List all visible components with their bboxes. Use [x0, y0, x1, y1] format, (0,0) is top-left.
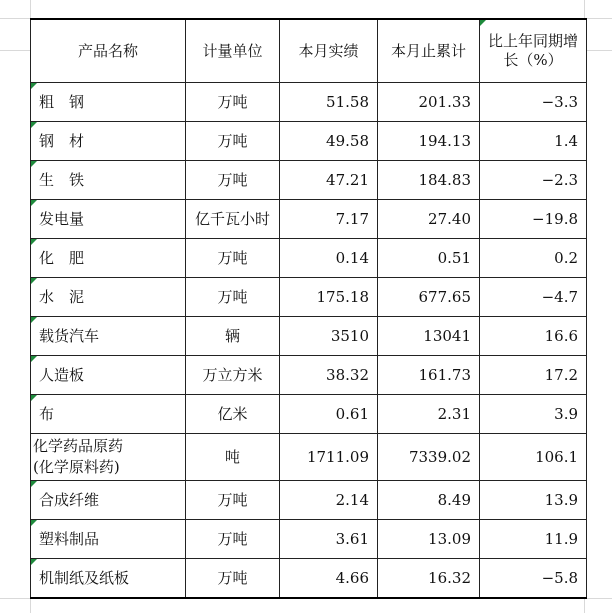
cell-unit[interactable]	[186, 356, 280, 395]
yoy-value: 1.4	[554, 131, 579, 150]
cell-unit[interactable]	[186, 200, 280, 239]
month-value: 1711.09	[306, 447, 369, 466]
table-row	[31, 481, 587, 520]
product-name-text: 机制纸及纸板	[39, 568, 130, 587]
cell-cumulative[interactable]	[378, 434, 480, 481]
cell-month[interactable]	[280, 200, 378, 239]
month-value: 7.17	[335, 209, 369, 228]
cumulative-value: 8.49	[437, 490, 471, 509]
yoy-value: −4.7	[541, 287, 579, 306]
cell-unit[interactable]	[186, 122, 280, 161]
comment-marker-icon	[31, 559, 37, 565]
cell-month[interactable]	[280, 356, 378, 395]
product-name-text: 粗 钢	[39, 92, 85, 111]
table-row	[31, 559, 587, 599]
cell-month[interactable]	[280, 278, 378, 317]
comment-marker-icon	[31, 356, 37, 362]
product-name-text: 载货汽车	[39, 326, 100, 345]
table-row	[31, 520, 587, 559]
cell-month[interactable]	[280, 520, 378, 559]
cell-yoy[interactable]	[480, 356, 587, 395]
cell-month[interactable]	[280, 481, 378, 520]
cell-cumulative[interactable]	[378, 278, 480, 317]
header-cell-yoy[interactable]	[480, 19, 587, 83]
cell-month[interactable]	[280, 395, 378, 434]
cell-unit[interactable]	[186, 434, 280, 481]
cumulative-value: 13.09	[428, 529, 471, 548]
header-cumulative-label: 本月止累计	[390, 41, 466, 60]
product-name-text: 钢 材	[39, 131, 85, 150]
product-name-text: 布	[39, 404, 55, 423]
cell-yoy[interactable]	[480, 239, 587, 278]
product-name-subtext: (化学原料药)	[33, 458, 120, 476]
cumulative-value: 27.40	[428, 209, 471, 228]
unit-text: 亿千瓦小时	[194, 209, 270, 228]
table-row	[31, 395, 587, 434]
cell-month[interactable]	[280, 83, 378, 122]
product-name-text: 化 肥	[39, 248, 85, 267]
header-cell-name[interactable]	[31, 19, 186, 83]
unit-text: 万吨	[217, 568, 248, 587]
table-row	[31, 83, 587, 122]
yoy-value: 3.9	[554, 404, 579, 423]
cell-unit[interactable]	[186, 481, 280, 520]
cell-unit[interactable]	[186, 395, 280, 434]
cumulative-value: 161.73	[418, 365, 471, 384]
cell-product-name[interactable]	[31, 559, 186, 599]
yoy-value: −19.8	[532, 209, 579, 228]
yoy-value: −3.3	[541, 92, 579, 111]
product-name-text: 发电量	[39, 209, 85, 228]
header-yoy-label-line2: 长（%）	[503, 51, 563, 69]
table-row	[31, 434, 587, 481]
table-row	[31, 278, 587, 317]
cumulative-value: 13041	[423, 326, 471, 345]
cell-yoy[interactable]	[480, 481, 587, 520]
header-cell-unit[interactable]	[186, 19, 280, 83]
month-value: 4.66	[335, 568, 369, 587]
cell-cumulative[interactable]	[378, 559, 480, 599]
yoy-value: 13.9	[544, 490, 579, 509]
cell-month[interactable]	[280, 122, 378, 161]
cumulative-value: 184.83	[418, 170, 471, 189]
month-value: 3510	[330, 326, 369, 345]
comment-marker-icon	[31, 278, 37, 284]
header-cell-month[interactable]	[280, 19, 378, 83]
yoy-value: −5.8	[541, 568, 579, 587]
cell-product-name[interactable]	[31, 83, 186, 122]
cell-yoy[interactable]	[480, 395, 587, 434]
unit-text: 万吨	[217, 529, 248, 548]
cell-cumulative[interactable]	[378, 317, 480, 356]
product-name-text: 塑料制品	[39, 529, 100, 548]
header-yoy-label-line1: 比上年同期增	[488, 32, 579, 50]
product-name-text: 人造板	[39, 365, 85, 384]
yoy-value: 106.1	[535, 447, 579, 466]
cell-cumulative[interactable]	[378, 520, 480, 559]
cell-month[interactable]	[280, 434, 378, 481]
table-row	[31, 356, 587, 395]
yoy-value: 0.2	[554, 248, 579, 267]
cell-product-name[interactable]	[31, 278, 186, 317]
comment-marker-icon	[31, 395, 37, 401]
cell-unit[interactable]	[186, 520, 280, 559]
cell-product-name[interactable]	[31, 239, 186, 278]
comment-marker-icon	[31, 122, 37, 128]
cell-unit[interactable]	[186, 317, 280, 356]
product-name-text: 合成纤维	[39, 490, 100, 509]
cumulative-value: 7339.02	[408, 447, 471, 466]
cell-cumulative[interactable]	[378, 481, 480, 520]
comment-marker-icon	[31, 161, 37, 167]
unit-text: 吨	[224, 447, 240, 466]
month-value: 0.14	[335, 248, 369, 267]
month-value: 49.58	[326, 131, 369, 150]
cell-product-name[interactable]	[31, 356, 186, 395]
comment-marker-icon	[31, 317, 37, 323]
month-value: 38.32	[326, 365, 369, 384]
cell-yoy[interactable]	[480, 161, 587, 200]
table-row	[31, 239, 587, 278]
cell-product-name[interactable]	[31, 520, 186, 559]
unit-text: 万吨	[217, 92, 248, 111]
cell-yoy[interactable]	[480, 122, 587, 161]
comment-marker-icon	[31, 481, 37, 487]
cumulative-value: 194.13	[418, 131, 471, 150]
cell-yoy[interactable]	[480, 559, 587, 599]
unit-text: 辆	[224, 326, 240, 345]
product-name-text: 化学药品原药	[33, 437, 124, 455]
production-table	[30, 18, 587, 599]
cell-cumulative[interactable]	[378, 122, 480, 161]
cumulative-value: 0.51	[437, 248, 471, 267]
cell-cumulative[interactable]	[378, 239, 480, 278]
month-value: 2.14	[335, 490, 369, 509]
cell-product-name[interactable]	[31, 122, 186, 161]
yoy-value: 17.2	[544, 365, 579, 384]
cumulative-value: 201.33	[418, 92, 471, 111]
cell-yoy[interactable]	[480, 83, 587, 122]
cell-cumulative[interactable]	[378, 200, 480, 239]
cell-yoy[interactable]	[480, 520, 587, 559]
cell-yoy[interactable]	[480, 434, 587, 481]
header-name-label: 产品名称	[77, 41, 138, 60]
product-name-text: 生 铁	[39, 170, 85, 189]
cell-unit[interactable]	[186, 278, 280, 317]
header-unit-label: 计量单位	[202, 41, 263, 60]
yoy-value: 11.9	[544, 529, 579, 548]
cell-product-name[interactable]	[31, 317, 186, 356]
unit-text: 万吨	[217, 131, 248, 150]
header-month-label: 本月实绩	[298, 41, 359, 60]
comment-marker-icon	[480, 20, 486, 26]
cell-month[interactable]	[280, 317, 378, 356]
cell-cumulative[interactable]	[378, 83, 480, 122]
cell-product-name[interactable]	[31, 395, 186, 434]
cell-unit[interactable]	[186, 239, 280, 278]
unit-text: 亿米	[217, 404, 248, 423]
product-name-text: 水 泥	[39, 287, 85, 306]
table-row	[31, 161, 587, 200]
month-value: 175.18	[316, 287, 369, 306]
cell-product-name[interactable]	[31, 434, 186, 481]
header-cell-cumulative[interactable]	[378, 19, 480, 83]
table-row	[31, 317, 587, 356]
cumulative-value: 2.31	[437, 404, 471, 423]
cell-month[interactable]	[280, 559, 378, 599]
comment-marker-icon	[31, 520, 37, 526]
cell-unit[interactable]	[186, 161, 280, 200]
comment-marker-icon	[31, 239, 37, 245]
table-row	[31, 200, 587, 239]
cumulative-value: 16.32	[428, 568, 471, 587]
unit-text: 万吨	[217, 248, 248, 267]
unit-text: 万吨	[217, 170, 248, 189]
cell-unit[interactable]	[186, 83, 280, 122]
comment-marker-icon	[31, 83, 37, 89]
cell-product-name[interactable]	[31, 161, 186, 200]
cell-cumulative[interactable]	[378, 356, 480, 395]
month-value: 0.61	[335, 404, 369, 423]
cell-cumulative[interactable]	[378, 395, 480, 434]
cell-month[interactable]	[280, 161, 378, 200]
cumulative-value: 677.65	[418, 287, 471, 306]
cell-cumulative[interactable]	[378, 161, 480, 200]
cell-month[interactable]	[280, 239, 378, 278]
month-value: 47.21	[326, 170, 369, 189]
cell-yoy[interactable]	[480, 317, 587, 356]
month-value: 51.58	[326, 92, 369, 111]
unit-text: 万立方米	[202, 365, 263, 384]
yoy-value: −2.3	[541, 170, 579, 189]
yoy-value: 16.6	[544, 326, 579, 345]
cell-yoy[interactable]	[480, 278, 587, 317]
cell-product-name[interactable]	[31, 200, 186, 239]
cell-product-name[interactable]	[31, 481, 186, 520]
unit-text: 万吨	[217, 287, 248, 306]
cell-unit[interactable]	[186, 559, 280, 599]
month-value: 3.61	[335, 529, 369, 548]
comment-marker-icon	[31, 200, 37, 206]
table-row	[31, 122, 587, 161]
header-row	[31, 19, 587, 83]
cell-yoy[interactable]	[480, 200, 587, 239]
unit-text: 万吨	[217, 490, 248, 509]
